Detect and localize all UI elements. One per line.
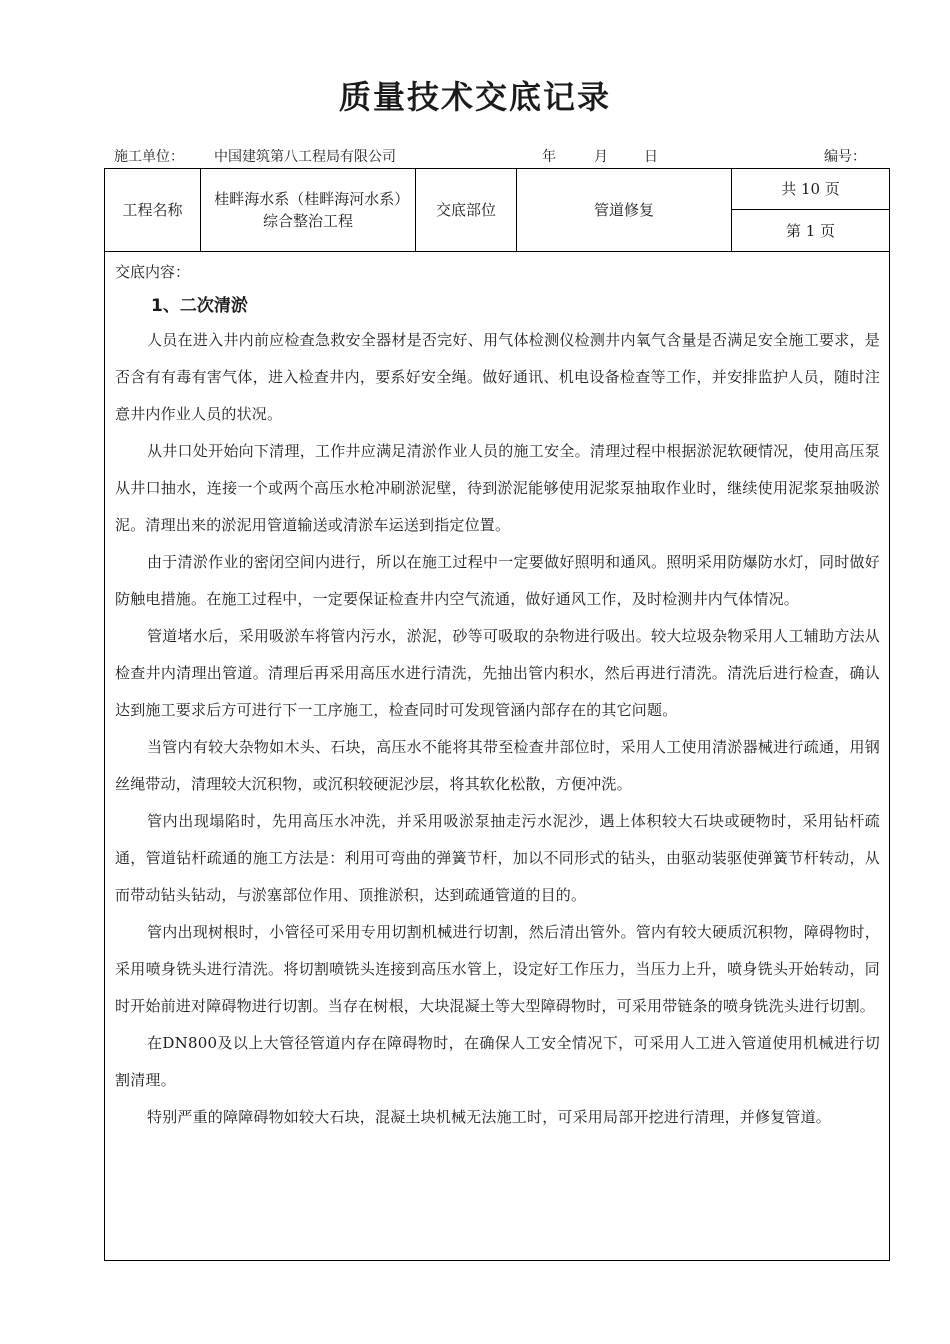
paragraph: 在DN800及以上大管径管道内存在障碍物时，在确保人工安全情况下，可采用人工进入管道使用机械进行切割清理。 bbox=[115, 1034, 880, 1089]
paragraph: 特别严重的障障碍物如较大石块，混凝土块机械无法施工时，可采用局部开挖进行清理，并修复管道。 bbox=[147, 1108, 832, 1126]
project-name-value: 桂畔海水系（桂畔海河水系）综合整治工程 bbox=[201, 169, 416, 251]
paragraph: 管道堵水后，采用吸淤车将管内污水，淤泥，砂等可吸取的杂物进行吸出。较大垃圾杂物采用人工辅助方法从检查井内清理出管道。清理后再采用高压水进行清洗，先抽出管内积水，然后再进行清洗。清洗后进行检查，确认达到施工要求后方可进行下一工序施工，检查同时可发现管涵内部存在的其它问题。 bbox=[115, 627, 880, 719]
header-grid bbox=[105, 169, 889, 252]
content-label: 交底内容： bbox=[115, 263, 191, 281]
paragraph: 从井口处开始向下清理，工作井应满足清淤作业人员的施工安全。清理过程中根据淤泥软硬情况，使用高压泵从井口抽水，连接一个或两个高压水枪冲刷淤泥壁，待到淤泥能够使用泥浆泵抽取作业时，继续使用泥浆泵抽吸淤泥。清理出来的淤泥用管道输送或清淤车运送到指定位置。 bbox=[115, 442, 880, 534]
handover-content bbox=[105, 252, 889, 1136]
paragraph: 由于清淤作业的密闭空间内进行，所以在施工过程中一定要做好照明和通风。照明采用防爆防水灯，同时做好防触电措施。在施工过程中，一定要保证检查井内空气流通，做好通风工作，及时检测井内气体情况。 bbox=[115, 553, 880, 608]
month-label: 月 bbox=[594, 149, 608, 165]
section-title: 1、二次清淤 bbox=[151, 296, 248, 316]
meta-row bbox=[114, 146, 870, 166]
total-pages: 共 10 页 bbox=[732, 169, 889, 210]
unit-label: 施工单位： bbox=[114, 149, 184, 165]
page-title: 质量技术交底记录 bbox=[338, 78, 611, 116]
unit-value: 中国建筑第八工程局有限公司 bbox=[214, 149, 396, 165]
current-page: 第 1 页 bbox=[785, 221, 836, 240]
page-count-cell bbox=[732, 169, 889, 251]
handover-part-value: 管道修复 bbox=[517, 169, 732, 251]
code-label: 编号： bbox=[824, 149, 866, 165]
paragraph: 人员在进入井内前应检查急救安全器材是否完好、用气体检测仪检测井内氧气含量是否满足安全施工要求，是否含有有毒有害气体，进入检查井内，要系好安全绳。做好通讯、机电设备检查等工作，并安排监护人员，随时注意井内作业人员的状况。 bbox=[115, 331, 880, 423]
day-label: 日 bbox=[644, 149, 658, 165]
paragraph: 管内出现塌陷时，先用高压水冲洗，并采用吸淤泵抽走污水泥沙，遇上体积较大石块或硬物时，采用钻杆疏通，管道钻杆疏通的施工方法是：利用可弯曲的弹簧节杆，加以不同形式的钻头，由驱动装驱使弹簧节杆转动，从而带动钻头钻动，与淤塞部位作用、顶推淤积，达到疏通管道的目的。 bbox=[115, 812, 880, 904]
record-table bbox=[104, 168, 890, 1261]
project-name-label: 工程名称 bbox=[105, 169, 201, 251]
paragraph: 当管内有较大杂物如木头、石块，高压水不能将其带至检查井部位时，采用人工使用清淤器械进行疏通，用钢丝绳带动，清理较大沉积物，或沉积较硬泥沙层，将其软化松散，方便冲洗。 bbox=[115, 738, 880, 793]
handover-part-label: 交底部位 bbox=[416, 169, 517, 251]
paragraph: 管内出现树根时，小管径可采用专用切割机械进行切割，然后清出管外。管内有较大硬质沉积物，障碍物时，采用喷身铣头进行清洗。将切割喷铣头连接到高压水管上，设定好工作压力，当压力上升，喷身铣头开始转动，同时开始前进对障碍物进行切割。当存在树根，大块混凝土等大型障碍物时，可采用带链条的喷身铣洗头进行切割。 bbox=[115, 923, 880, 1015]
year-label: 年 bbox=[542, 149, 556, 165]
